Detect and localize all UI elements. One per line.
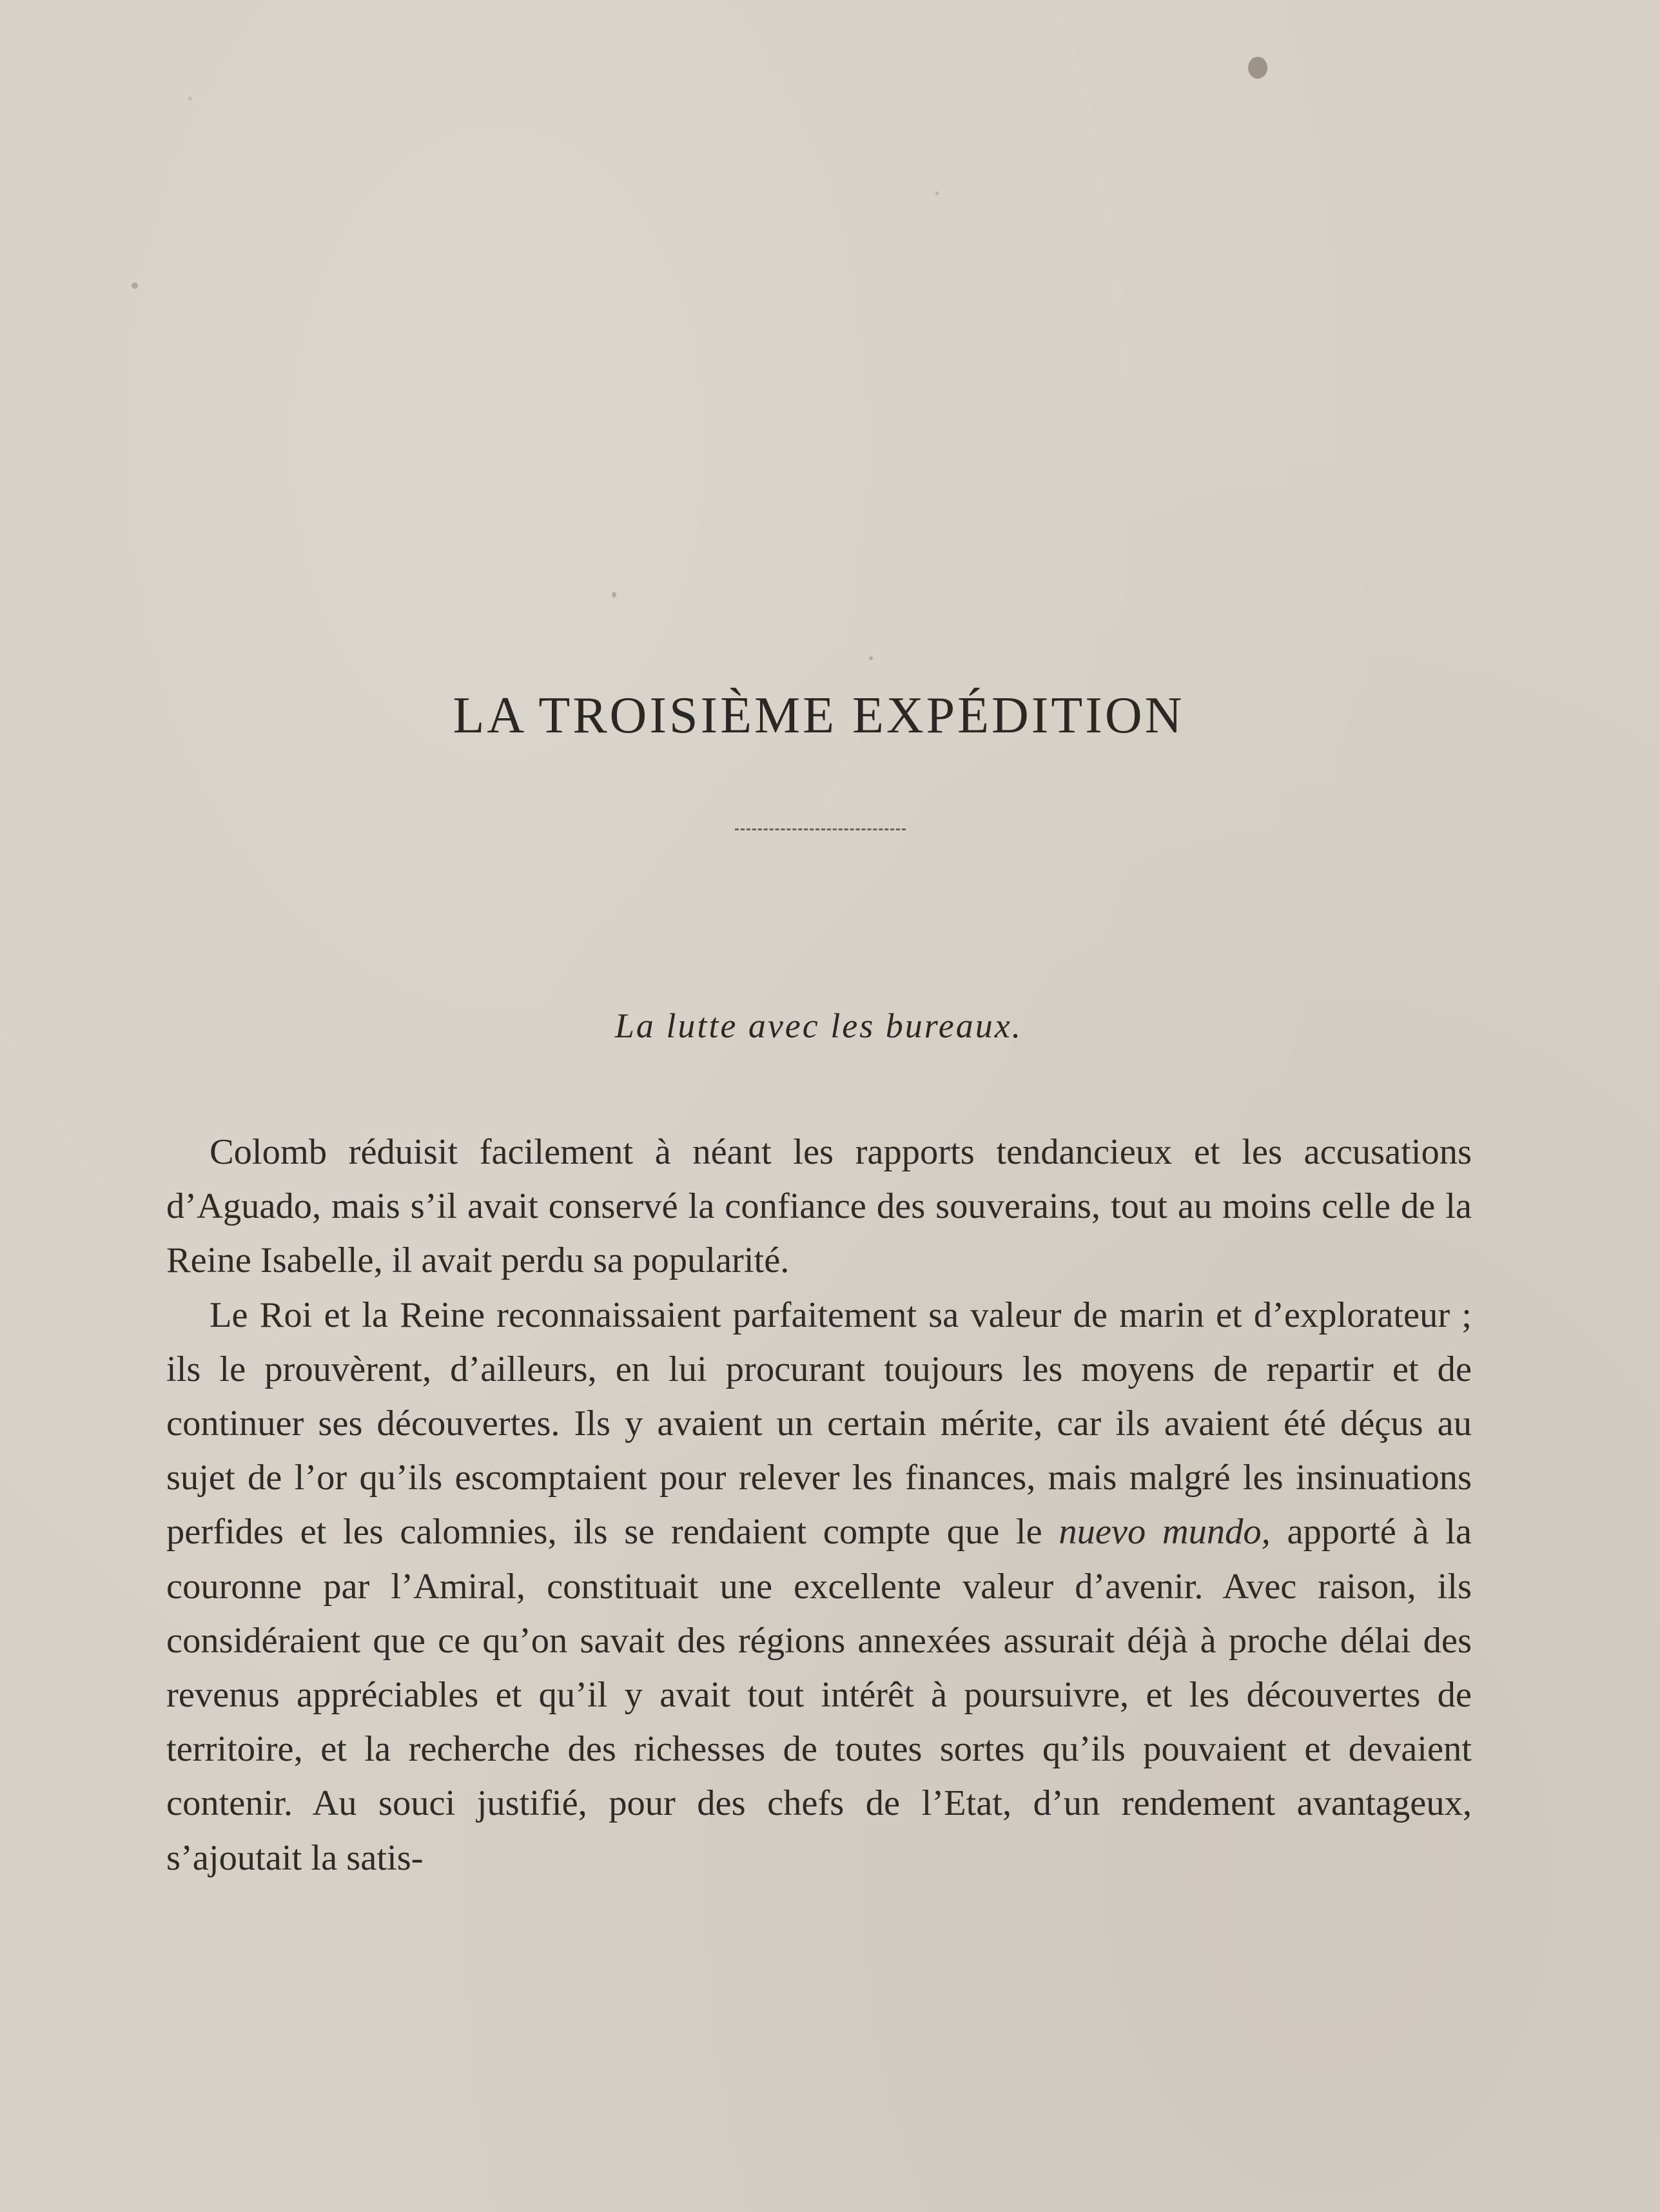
paragraph-2-text-end: apporté à la couronne par l’Amiral, constituait une excellente valeur d’avenir. Avec raison, ils considéraient que ce qu’on savait des régions annexées assurait déjà à proche délai des revenus appréciables et qu’il y avait tout intérêt à poursuivre, et les découvertes de territoire, et la recherche des richesses de toutes sortes qu’ils pouvaient et devaient contenir. Au souci justifié, pour des chefs de l’Etat, d’un rendement avantageux, s’ajoutait la satis- bbox=[166, 1512, 1472, 1878]
title-divider bbox=[735, 828, 906, 830]
chapter-title: LA TROISIÈME EXPÉDITION bbox=[453, 687, 1185, 744]
paper-speck bbox=[869, 656, 873, 660]
section-heading: La lutte avec les bureaux. bbox=[614, 1006, 1023, 1045]
paper-speck bbox=[188, 97, 192, 101]
body-text bbox=[166, 1125, 1472, 1885]
paper-speck bbox=[935, 191, 939, 195]
paragraph-2 bbox=[166, 1288, 1472, 1885]
paragraph-2-text-start: Le Roi et la Reine reconnaissaient parfaitement sa valeur de marin et d’explorateur ; ils le prouvèrent, d’ailleurs, en lui procurant toujours les moyens de repartir et de continuer ses découvertes. Ils y avaient un certain mérite, car ils avaient été déçus au sujet de l’or qu’ils escomptaient pour relever les finances, mais malgré les insinuations perfides et les calomnies, ils se rendaient compte que le bbox=[166, 1295, 1472, 1552]
paper-speck bbox=[132, 282, 138, 289]
paper-speck bbox=[1248, 57, 1267, 79]
paragraph-1: Colomb réduisit facilement à néant les rapports tendancieux et les accusations d’Aguado, mais s’il avait conservé la confiance des souverains, tout au moins celle de la Reine Isabelle, il avait perdu sa popularité. bbox=[166, 1132, 1472, 1281]
paper-speck bbox=[612, 592, 616, 598]
paragraph-2-italic-phrase: nuevo mundo, bbox=[1059, 1512, 1271, 1552]
